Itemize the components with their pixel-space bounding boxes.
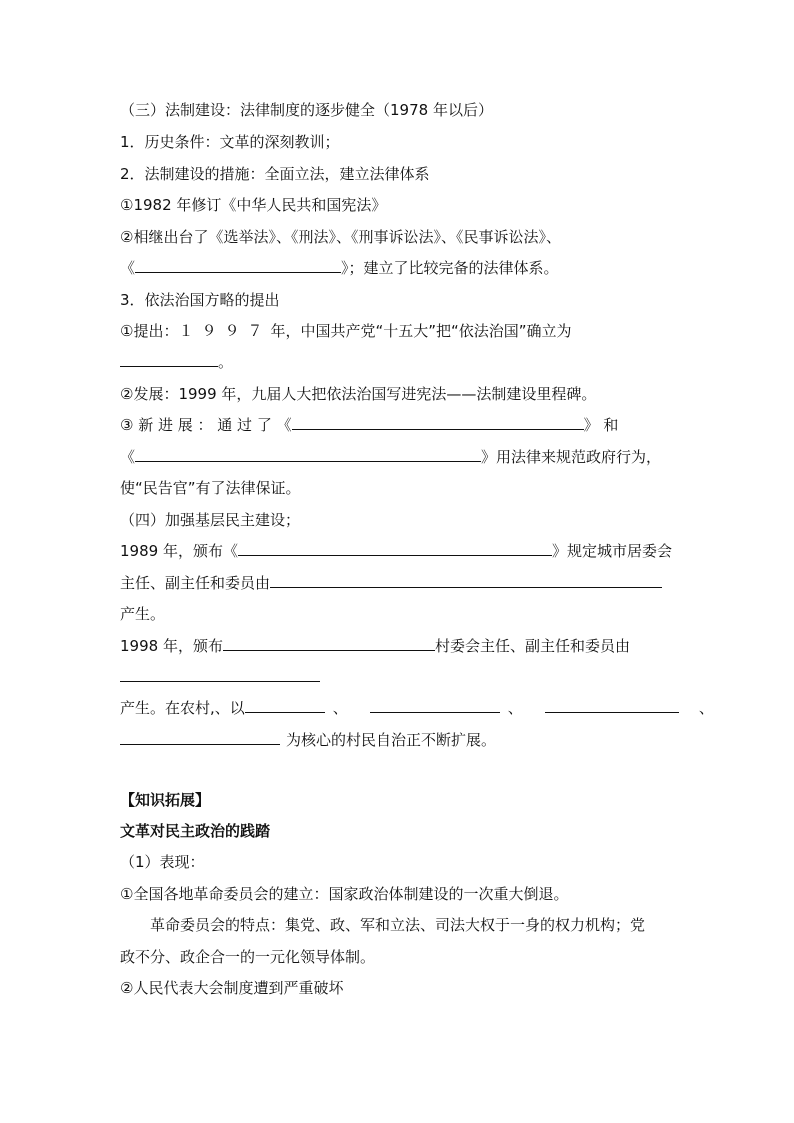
village-autonomy-text: 为核心的村民自治正不断扩展。 xyxy=(286,731,497,749)
proposal-text: 年，中国共产党“十五大”把“依法治国”确立为 xyxy=(270,322,572,340)
grassroots-produced: 产生。 xyxy=(120,605,166,623)
bracket-open-2: 《 xyxy=(120,448,136,466)
bracket-open: 《 xyxy=(120,259,136,277)
proposal-year: １９９７ xyxy=(178,322,271,340)
blank-law-2[interactable] xyxy=(135,443,481,462)
progress-label: ③ 新 进 展 ： 通 过 了 《 xyxy=(120,416,292,434)
year-1989-text: 1989 年，颁布《 xyxy=(120,542,238,560)
blank-1989-law[interactable] xyxy=(238,537,552,556)
item-historical-conditions: 1．历史条件：文革的深刻教训； xyxy=(120,133,340,151)
blank-rural-2[interactable] xyxy=(370,694,500,713)
extension-point-1: ①全国各地革命委员会的建立：国家政治体制建设的一次重大倒退。 xyxy=(120,885,569,903)
urban-committee-text: 》规定城市居委会 xyxy=(551,542,672,560)
section-heading-grassroots: （四）加强基层民主建设； xyxy=(120,511,301,529)
point-proposal-cont xyxy=(120,348,233,376)
extension-characteristics-cont: 政不分、政企合一的一元化领导体制。 xyxy=(120,948,376,966)
rural-text: 产生。在农村,、以 xyxy=(120,699,245,717)
blank-village-election[interactable] xyxy=(120,663,320,682)
grassroots-1998 xyxy=(120,632,630,660)
point-citizens-sue: 使“民告官”有了法律保证。 xyxy=(120,479,301,497)
progress-and: 》 和 xyxy=(583,416,619,434)
blank-1998-law[interactable] xyxy=(223,632,435,651)
separator-3: 、 xyxy=(698,699,714,717)
progress-rest: 》用法律来规范政府行为， xyxy=(481,448,662,466)
blank-law-1[interactable] xyxy=(292,411,584,430)
year-1998-text: 1998 年，颁布 xyxy=(120,637,223,655)
extension-title: 文革对民主政治的践踏 xyxy=(120,822,271,840)
point-development: ②发展：1999 年，九届人大把依法治国写进宪法——法制建设里程碑。 xyxy=(120,385,597,403)
blank-law-name[interactable] xyxy=(135,254,341,273)
extension-point-2: ②人民代表大会制度遭到严重破坏 xyxy=(120,979,344,997)
extension-manifestation: （1）表现： xyxy=(120,853,205,871)
section-heading-legal-system: （三）法制建设：法律制度的逐步健全（1978 年以后） xyxy=(120,101,493,119)
bracket-close-text: 》；建立了比较完备的法律体系。 xyxy=(341,259,559,277)
grassroots-rural xyxy=(120,694,714,722)
blank-rural-4[interactable] xyxy=(120,726,280,745)
separator-2: 、 xyxy=(507,699,523,717)
director-text: 主任、副主任和委员由 xyxy=(120,574,271,592)
item-rule-of-law: 3．依法治国方略的提出 xyxy=(120,291,280,309)
grassroots-1989 xyxy=(120,537,672,565)
period: 。 xyxy=(218,353,234,371)
knowledge-extension-heading: 【知识拓展】 xyxy=(120,791,211,809)
point-laws-enacted-cont xyxy=(120,254,559,282)
separator-1: 、 xyxy=(332,699,348,717)
point-laws-enacted: ②相继出台了《选举法》、《刑法》、《刑事诉讼法》、《民事诉讼法》、 xyxy=(120,228,561,246)
village-committee-text: 村委会主任、副主任和委员由 xyxy=(434,637,630,655)
blank-proposal[interactable] xyxy=(120,348,218,367)
grassroots-1989-cont xyxy=(120,569,662,597)
blank-rural-3[interactable] xyxy=(545,694,679,713)
grassroots-1998-cont xyxy=(120,663,320,691)
point-proposal xyxy=(120,317,572,345)
item-measures: 2．法制建设的措施：全面立法，建立法律体系 xyxy=(120,165,430,183)
blank-urban-election[interactable] xyxy=(270,569,662,588)
point-1982-constitution: ①1982 年修订《中华人民共和国宪法》 xyxy=(120,196,387,214)
extension-characteristics: 革命委员会的特点：集党、政、军和立法、司法大权于一身的权力机构；党 xyxy=(150,916,646,934)
point-new-progress-cont xyxy=(120,443,661,471)
proposal-label: ①提出： xyxy=(120,322,179,340)
grassroots-rural-cont xyxy=(120,726,496,754)
point-new-progress xyxy=(120,411,618,439)
blank-rural-1[interactable] xyxy=(245,694,325,713)
